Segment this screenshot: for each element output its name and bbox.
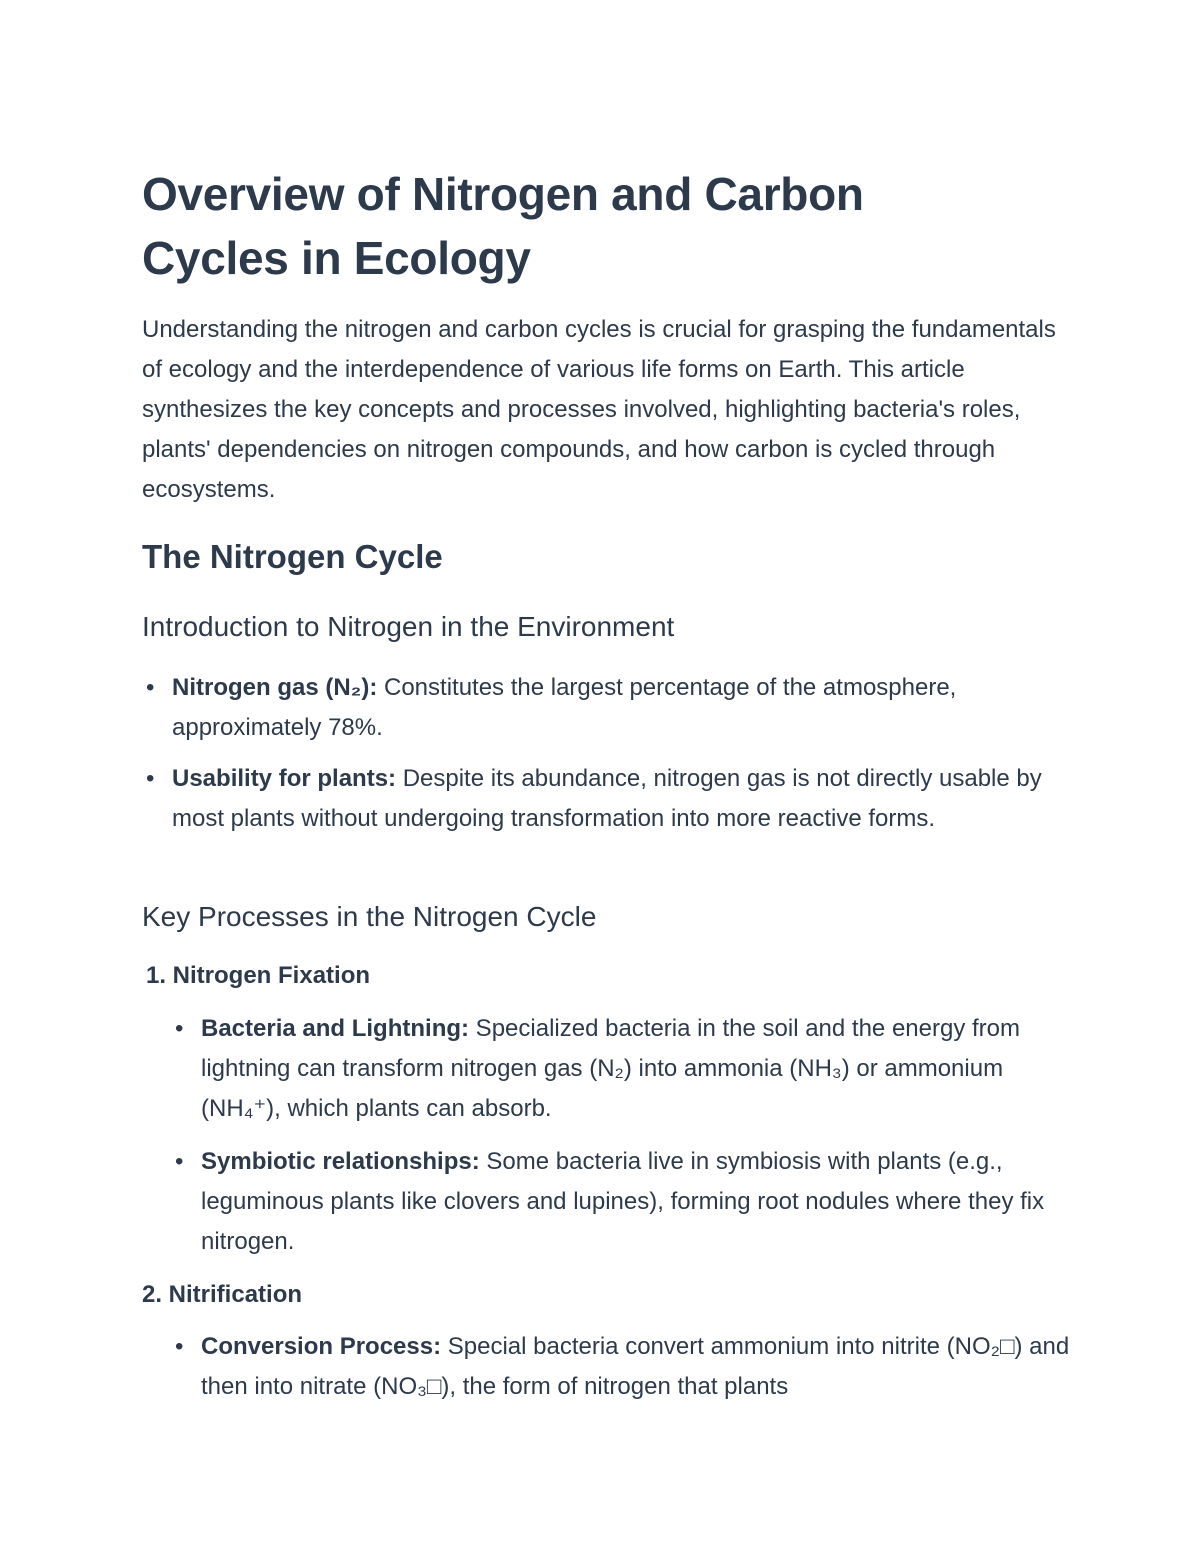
list-item — [175, 1009, 1081, 1129]
subheading-key-processes: Key Processes in the Nitrogen Cycle — [142, 901, 597, 932]
section-heading-block — [142, 537, 1077, 577]
bullet-icon: • — [175, 1333, 184, 1360]
list-item — [175, 1142, 1081, 1262]
list-item — [146, 759, 1077, 839]
numbered-item-label: 2. Nitrification — [142, 1281, 303, 1308]
bullet-icon: • — [146, 674, 155, 701]
list-item-term: Usability for plants: — [172, 765, 397, 792]
list-item-text: Some bacteria live in symbiosis with plants (e.g., leguminous plants like clovers and lupines), forming root nodules where they fix nitrogen. — [201, 1148, 1045, 1255]
subheading-intro-nitrogen: Introduction to Nitrogen in the Environment — [142, 611, 675, 642]
subheading-block-intro — [142, 607, 1077, 647]
list-item-term: Bacteria and Lightning: — [201, 1015, 470, 1042]
list-item-term: Nitrogen gas (N₂): — [172, 674, 378, 701]
bullet-icon: • — [146, 765, 155, 792]
list-item-term: Symbiotic relationships: — [201, 1148, 480, 1175]
bullet-icon: • — [175, 1148, 184, 1175]
list-item-text: Special bacteria convert ammonium into nitrite (NO₂□) and then into nitrate (NO₃□), the form of nitrogen that plants — [201, 1333, 1070, 1400]
list-item — [175, 1327, 1081, 1407]
list-item-text: Specialized bacteria in the soil and the energy from lightning can transform nitrogen gas (N₂) into ammonia (NH₃) or ammonium (NH₄⁺), which plants can absorb. — [201, 1015, 1020, 1122]
list-item-text: Despite its abundance, nitrogen gas is not directly usable by most plants without undergoing transformation into more reactive forms. — [172, 765, 1042, 832]
list-item — [146, 668, 1077, 748]
list-item-term: Conversion Process: — [201, 1333, 442, 1360]
bullet-icon: • — [175, 1015, 184, 1042]
list-item-text: Constitutes the largest percentage of the atmosphere, approximately 78%. — [172, 674, 957, 741]
intro-paragraph: Understanding the nitrogen and carbon cycles is crucial for grasping the fundamentals of ecology and the interdependence of various life forms on Earth. This article synthesizes the key concepts and processes involved, highlighting bacteria's roles, plants' dependencies on nitrogen compounds, and how carbon is cycled through ecosystems. — [142, 316, 1056, 503]
document-title-block — [142, 162, 1077, 290]
numbered-item-label: 1. Nitrogen Fixation — [146, 962, 371, 989]
subheading-block-processes — [142, 897, 1077, 937]
document-title: Overview of Nitrogen and Carbon Cycles in Ecology — [142, 168, 864, 284]
section-heading-nitrogen-cycle: The Nitrogen Cycle — [142, 538, 443, 575]
intro-paragraph-block — [142, 310, 1077, 510]
